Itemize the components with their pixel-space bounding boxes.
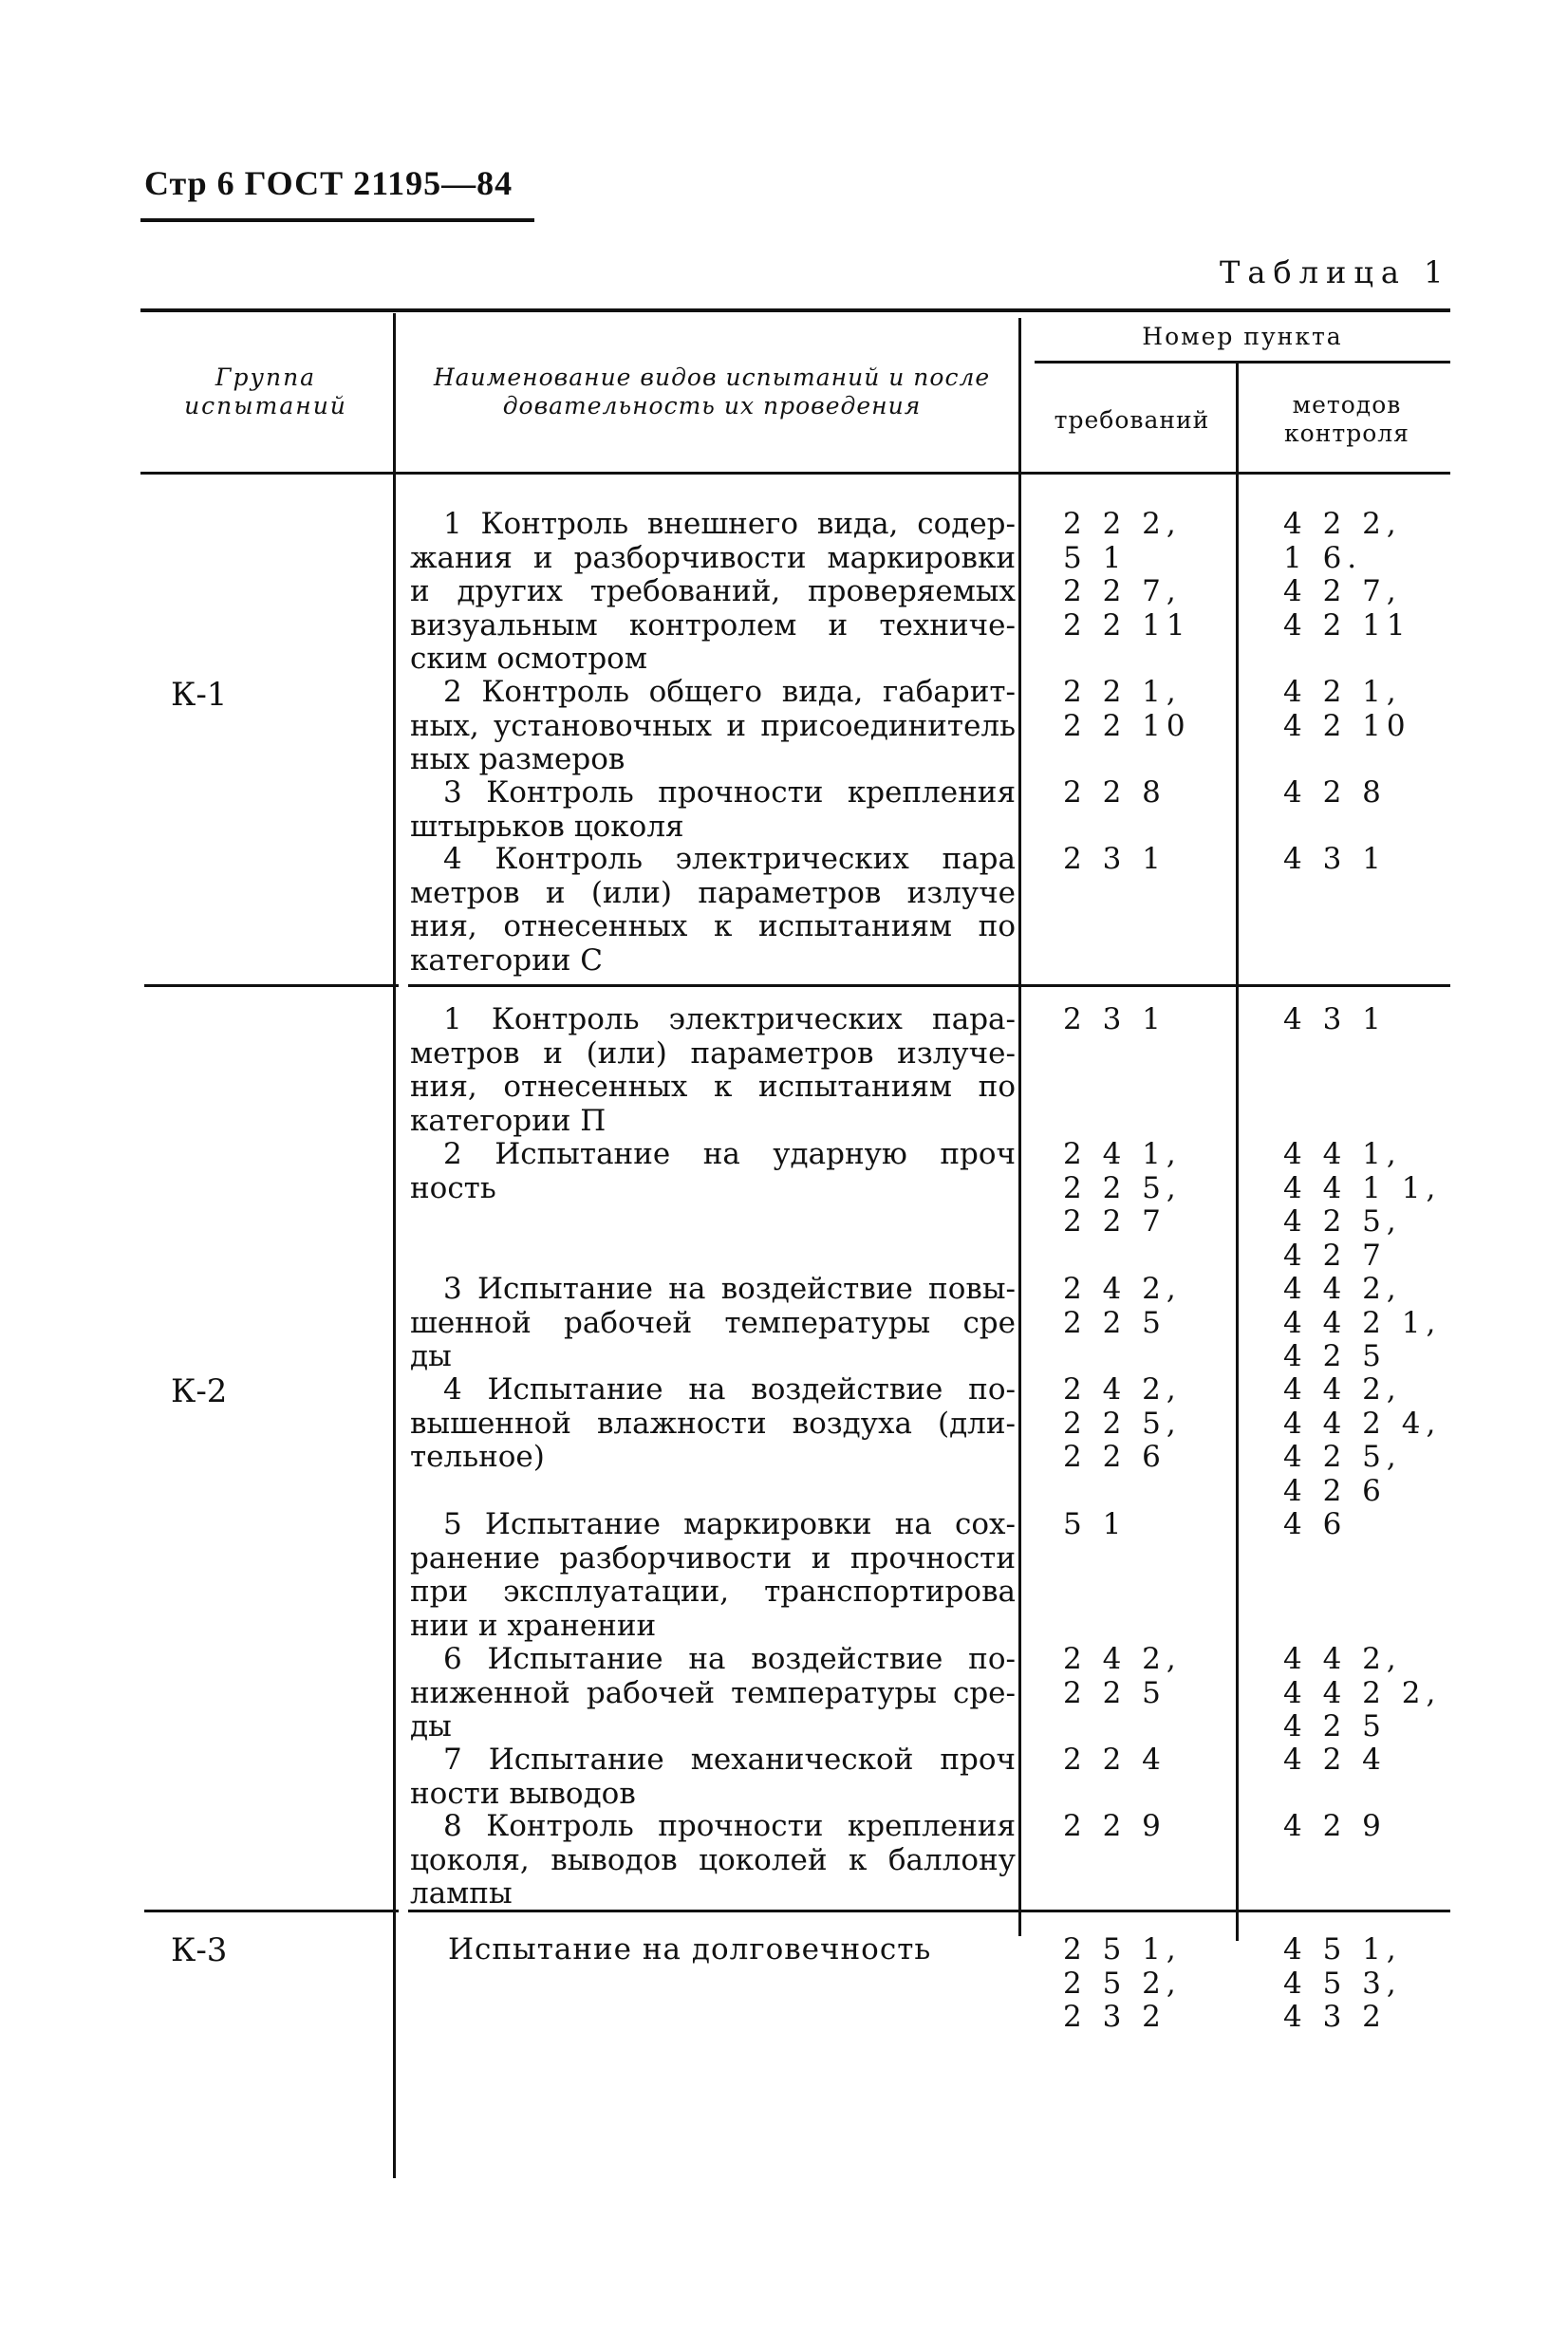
k2-bottom-rule-left bbox=[144, 1910, 399, 1912]
test-description bbox=[410, 1508, 1016, 1643]
page-header: Стр 6 ГОСТ 21195—84 bbox=[144, 164, 513, 202]
method-ref: 4 4 2, bbox=[1283, 1372, 1402, 1407]
col-header-description-line: Наименование видов испытаний и после bbox=[433, 364, 991, 391]
method-ref: 4 4 2 1, bbox=[1283, 1305, 1442, 1340]
col-header-description-line: довательность их проведения bbox=[502, 392, 922, 419]
requirement-ref: 2 2 5 bbox=[1063, 1675, 1167, 1710]
method-refs bbox=[1283, 508, 1411, 643]
method-refs bbox=[1283, 1138, 1441, 1273]
method-ref: 4 4 2, bbox=[1283, 1642, 1402, 1676]
method-refs bbox=[1283, 676, 1411, 743]
requirement-ref: 2 3 2 bbox=[1063, 2000, 1167, 2034]
requirements-refs bbox=[1063, 1933, 1182, 2035]
col-divider-3 bbox=[1236, 361, 1239, 1941]
description-line: 4 Испытание на воздействие по- bbox=[443, 1372, 1016, 1407]
description-line: 2 Испытание на ударную проч bbox=[443, 1137, 1016, 1171]
method-ref: 4 2 4 bbox=[1283, 1743, 1387, 1777]
method-refs bbox=[1283, 776, 1387, 811]
test-description bbox=[410, 1643, 1016, 1744]
method-ref: 4 5 1, bbox=[1283, 1932, 1402, 1967]
method-ref: 4 2 2, bbox=[1283, 507, 1402, 541]
requirement-ref: 2 4 1, bbox=[1063, 1137, 1182, 1171]
requirement-ref: 2 5 2, bbox=[1063, 1966, 1182, 2001]
test-description bbox=[410, 508, 1016, 677]
description-line: ды bbox=[410, 1709, 452, 1743]
header-bottom-rule bbox=[140, 472, 1450, 475]
requirement-ref: 2 2 2, bbox=[1063, 507, 1182, 541]
requirement-ref: 2 2 4 bbox=[1063, 1743, 1167, 1777]
method-ref: 4 4 2, bbox=[1283, 1272, 1402, 1306]
requirement-ref: 2 5 1, bbox=[1063, 1932, 1182, 1967]
group-label: К-1 bbox=[171, 676, 228, 714]
description-line: при эксплуатации, транспортирова bbox=[410, 1575, 1016, 1609]
method-ref: 4 2 8 bbox=[1283, 775, 1387, 810]
requirements-refs bbox=[1063, 1508, 1127, 1542]
description-line: категории П bbox=[410, 1103, 607, 1138]
description-line: ниженной рабочей температуры сре- bbox=[410, 1675, 1016, 1710]
description-line: метров и (или) параметров излуче bbox=[410, 875, 1016, 910]
requirement-ref: 5 1 bbox=[1063, 1507, 1128, 1541]
test-description bbox=[410, 676, 1016, 777]
k1-bottom-rule-left bbox=[144, 984, 399, 987]
description-line: вышенной влажности воздуха (дли- bbox=[410, 1406, 1016, 1441]
description-line: категории С bbox=[410, 942, 603, 978]
description-line: 3 Контроль прочности крепления bbox=[443, 775, 1016, 810]
col-header-description bbox=[408, 364, 1016, 420]
description-line: ния, отнесенных к испытаниям по bbox=[410, 1070, 1016, 1104]
requirement-ref: 2 3 1 bbox=[1063, 1002, 1167, 1036]
requirements-refs bbox=[1063, 676, 1191, 743]
method-ref: 4 2 9 bbox=[1283, 1809, 1387, 1843]
method-refs bbox=[1283, 1643, 1441, 1744]
method-refs bbox=[1283, 1810, 1387, 1844]
requirement-ref: 2 2 10 bbox=[1063, 708, 1191, 743]
test-description bbox=[410, 1003, 1016, 1138]
requirements-refs bbox=[1063, 776, 1167, 811]
group-label: К-3 bbox=[171, 1931, 228, 1969]
description-line: 1 Контроль внешнего вида, содер- bbox=[443, 507, 1016, 541]
test-description bbox=[410, 1743, 1016, 1811]
requirement-ref: 2 2 9 bbox=[1063, 1809, 1167, 1843]
requirements-refs bbox=[1063, 1810, 1167, 1844]
test-description bbox=[410, 776, 1016, 844]
requirement-ref: 2 2 5 bbox=[1063, 1305, 1167, 1340]
description-line: 6 Испытание на воздействие по- bbox=[443, 1642, 1016, 1676]
method-refs bbox=[1283, 1933, 1402, 2035]
col-header-group bbox=[152, 364, 380, 420]
requirements-refs bbox=[1063, 1643, 1182, 1710]
description-line: 7 Испытание механической проч bbox=[443, 1743, 1016, 1777]
test-description bbox=[410, 843, 1016, 978]
col-header-number: Номер пункта bbox=[1142, 323, 1343, 350]
number-subheader-rule bbox=[1035, 361, 1450, 364]
description-line: жания и разборчивости маркировки bbox=[410, 540, 1016, 575]
description-line: шенной рабочей температуры сре bbox=[410, 1305, 1016, 1340]
requirements-refs bbox=[1063, 843, 1167, 877]
method-ref: 4 5 3, bbox=[1283, 1966, 1402, 2001]
method-ref: 4 3 1 bbox=[1283, 1002, 1387, 1036]
requirement-ref: 5 1 bbox=[1063, 540, 1128, 575]
requirement-ref: 2 2 7, bbox=[1063, 574, 1182, 608]
requirement-ref: 2 2 1, bbox=[1063, 675, 1182, 709]
description-line: ность bbox=[410, 1170, 496, 1205]
method-refs bbox=[1283, 1373, 1441, 1508]
method-ref: 4 2 1, bbox=[1283, 675, 1402, 709]
col-header-methods-line: контроля bbox=[1284, 419, 1409, 447]
description-line: 5 Испытание маркировки на сох- bbox=[443, 1507, 1016, 1541]
requirement-ref: 2 2 8 bbox=[1063, 775, 1167, 810]
method-refs bbox=[1283, 1003, 1387, 1037]
description-line: ности выводов bbox=[410, 1776, 636, 1811]
description-line: 8 Контроль прочности крепления bbox=[443, 1809, 1016, 1843]
method-ref: 4 2 10 bbox=[1283, 708, 1411, 743]
description-line: 1 Контроль электрических пара- bbox=[443, 1002, 1016, 1036]
requirement-ref: 2 4 2, bbox=[1063, 1642, 1182, 1676]
method-refs bbox=[1283, 1273, 1441, 1374]
description-line: ных, установочных и присоединитель bbox=[410, 708, 1016, 743]
test-description bbox=[410, 1373, 1016, 1475]
method-ref: 4 2 5 bbox=[1283, 1709, 1387, 1743]
method-ref: 4 2 7, bbox=[1283, 574, 1402, 608]
header-underline bbox=[140, 218, 534, 222]
method-ref: 4 3 2 bbox=[1283, 2000, 1387, 2034]
method-refs bbox=[1283, 1508, 1347, 1542]
col-divider-1 bbox=[393, 313, 396, 2178]
test-description bbox=[410, 1273, 1016, 1374]
requirement-ref: 2 2 11 bbox=[1063, 607, 1191, 643]
method-ref: 4 2 5 bbox=[1283, 1339, 1387, 1373]
requirement-ref: 2 3 1 bbox=[1063, 842, 1167, 876]
description-line: Испытание на долговечность bbox=[448, 1932, 932, 1967]
method-ref: 1 6. bbox=[1283, 540, 1363, 575]
col-header-methods-line: методов bbox=[1292, 391, 1402, 419]
col-header-group-line: Группа bbox=[215, 364, 317, 391]
k1-bottom-rule-right bbox=[408, 984, 1450, 987]
description-line: метров и (или) параметров излуче- bbox=[410, 1035, 1016, 1071]
col-header-requirements: требований bbox=[1054, 406, 1210, 434]
description-line: ды bbox=[410, 1339, 452, 1373]
description-line: и других требований, проверяемых bbox=[410, 574, 1016, 608]
requirements-refs bbox=[1063, 1003, 1167, 1037]
test-description bbox=[410, 1933, 1016, 1967]
method-ref: 4 4 1, bbox=[1283, 1137, 1402, 1171]
col-header-methods bbox=[1243, 391, 1450, 448]
method-ref: 4 2 5, bbox=[1283, 1204, 1402, 1239]
method-ref: 4 4 2 4, bbox=[1283, 1406, 1442, 1441]
method-ref: 4 4 1 1, bbox=[1283, 1170, 1442, 1205]
description-line: ных размеров bbox=[410, 742, 625, 776]
method-ref: 4 2 6 bbox=[1283, 1473, 1387, 1508]
col-divider-2 bbox=[1018, 318, 1021, 1936]
requirements-refs bbox=[1063, 508, 1191, 643]
method-ref: 4 3 1 bbox=[1283, 842, 1387, 876]
description-line: цоколя, выводов цоколей к баллону bbox=[410, 1842, 1016, 1877]
col-header-group-line: испытаний bbox=[184, 392, 347, 419]
method-refs bbox=[1283, 1743, 1387, 1778]
requirements-refs bbox=[1063, 1373, 1182, 1475]
method-ref: 4 4 2 2, bbox=[1283, 1675, 1442, 1710]
description-line: ния, отнесенных к испытаниям по bbox=[410, 909, 1016, 943]
method-ref: 4 2 7 bbox=[1283, 1238, 1387, 1273]
requirement-ref: 2 2 7 bbox=[1063, 1204, 1167, 1239]
test-description bbox=[410, 1810, 1016, 1911]
table-label: Таблица 1 bbox=[1220, 254, 1451, 290]
description-line: штырьков цоколя bbox=[410, 809, 684, 844]
requirements-refs bbox=[1063, 1138, 1182, 1240]
method-ref: 4 2 11 bbox=[1283, 607, 1411, 643]
description-line: ским осмотром bbox=[410, 642, 647, 676]
requirements-refs bbox=[1063, 1273, 1182, 1340]
requirement-ref: 2 4 2, bbox=[1063, 1272, 1182, 1306]
description-line: 2 Контроль общего вида, габарит- bbox=[443, 675, 1016, 709]
description-line: 4 Контроль электрических пара bbox=[443, 842, 1016, 876]
description-line: ранение разборчивости и прочности bbox=[410, 1540, 1016, 1575]
requirement-ref: 2 2 5, bbox=[1063, 1170, 1182, 1205]
description-line: 3 Испытание на воздействие повы- bbox=[443, 1272, 1016, 1306]
description-line: тельное) bbox=[410, 1440, 545, 1474]
description-line: лампы bbox=[410, 1876, 513, 1911]
method-refs bbox=[1283, 843, 1387, 877]
requirements-refs bbox=[1063, 1743, 1167, 1778]
test-description bbox=[410, 1138, 1016, 1205]
method-ref: 4 2 5, bbox=[1283, 1440, 1402, 1474]
description-line: визуальным контролем и техниче- bbox=[410, 607, 1016, 643]
requirement-ref: 2 2 5, bbox=[1063, 1406, 1182, 1441]
table-top-rule bbox=[140, 308, 1450, 312]
requirement-ref: 2 2 6 bbox=[1063, 1440, 1167, 1474]
method-ref: 4 6 bbox=[1283, 1507, 1348, 1541]
requirement-ref: 2 4 2, bbox=[1063, 1372, 1182, 1407]
group-label: К-2 bbox=[171, 1372, 228, 1410]
description-line: нии и хранении bbox=[410, 1608, 657, 1643]
